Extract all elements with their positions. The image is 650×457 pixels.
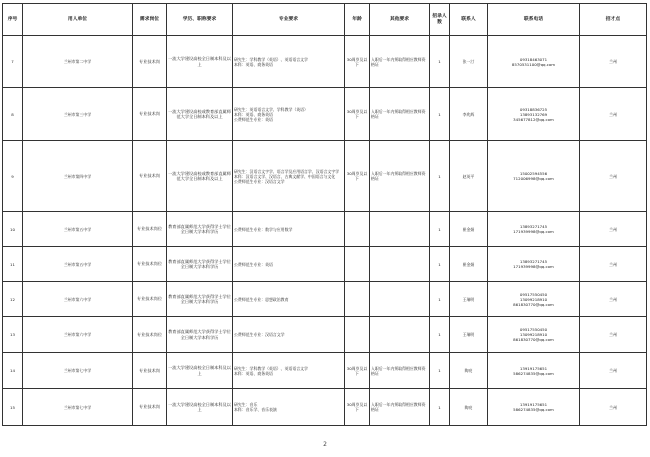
age-cell: 30周岁及以下: [345, 36, 370, 88]
major-cell-line: 本科：英语、商务英语: [234, 61, 273, 67]
phone-cell: [488, 353, 580, 389]
major-cell-line: 公费师范生专业：数学与应用数学: [234, 226, 293, 232]
table-row: [3, 282, 647, 317]
phone-cell-line: 13919175651: [519, 402, 548, 407]
seq-cell: 10: [3, 212, 23, 247]
age-cell: 30周岁及以下: [345, 353, 370, 389]
phone-cell: [488, 247, 580, 282]
major-cell-line: 公费师范生专业：英语: [234, 261, 273, 267]
header-row: [3, 4, 647, 36]
phone-cell: [488, 212, 580, 247]
phone-cell: [488, 389, 580, 426]
major-cell: [233, 88, 345, 141]
phone-cell: [488, 282, 580, 317]
header-edu: 学历、职称要求: [167, 4, 233, 36]
seq-cell: 14: [3, 353, 23, 389]
header-site: 招才点: [580, 4, 647, 36]
age-cell: [345, 212, 370, 247]
phone-cell-line: 586274835@qq.com: [513, 370, 554, 376]
post-cell: 专业技术岗: [133, 88, 167, 141]
site-cell: 兰州: [580, 353, 647, 389]
phone-cell-line: 09517550450: [519, 291, 548, 297]
phone-cell-line: 586274835@qq.com: [513, 407, 554, 412]
count-cell: 1: [430, 141, 450, 212]
age-cell: [345, 282, 370, 317]
post-cell: 专业技术岗: [133, 141, 167, 212]
phone-cell-line: 345677812@qq.com: [513, 116, 554, 122]
count-cell: 1: [430, 212, 450, 247]
unit-cell: 兰州市第七中学: [23, 353, 133, 389]
site-cell: 兰州: [580, 88, 647, 141]
count-cell: 1: [430, 247, 450, 282]
table-row: [3, 36, 647, 88]
major-cell: [233, 389, 345, 426]
site-cell: 兰州: [580, 212, 647, 247]
major-cell-line: 本科：汉语言文学、汉语言、古典文献学、中国语言与文化: [234, 173, 336, 179]
major-cell-line: 本科：英语、商务英语: [234, 370, 273, 376]
page-number: 2: [323, 441, 327, 448]
post-cell: 专业技术岗位: [133, 212, 167, 247]
seq-cell: 8: [3, 88, 23, 141]
contact-cell: 李兆辉: [450, 88, 488, 141]
age-cell: [345, 247, 370, 282]
phone-cell-line: 861830770@qq.com: [513, 301, 554, 307]
count-cell: 1: [430, 389, 450, 426]
unit-cell: 兰州市第二中学: [23, 36, 133, 88]
edu-cell: 教育部直属师范大学获得学士学位全日制大学本科学历: [167, 282, 233, 317]
seq-cell: 11: [3, 247, 23, 282]
phone-cell-line: 09318836725: [519, 106, 548, 112]
contact-cell: 崔金娟: [450, 247, 488, 282]
other-cell: 入职后一年内须取得相应教师资格证: [370, 36, 430, 88]
age-cell: 30周岁及以下: [345, 88, 370, 141]
other-cell: 入职后一年内须取得相应教师资格证: [370, 88, 430, 141]
header-post: 需求岗位: [133, 4, 167, 36]
contact-cell: 崔金娟: [450, 212, 488, 247]
major-cell: [233, 353, 345, 389]
major-cell: [233, 247, 345, 282]
contact-cell: 陶亮: [450, 389, 488, 426]
contact-cell: 张一汀: [450, 36, 488, 88]
other-cell: 入职后一年内须取得相应教师资格证: [370, 389, 430, 426]
contact-cell: 赵英平: [450, 141, 488, 212]
phone-cell-line: 13919175651: [519, 365, 548, 371]
major-cell-line: 研究生：汉语言文字学、语言学及应用语言学、汉语言文字学: [234, 168, 340, 174]
count-cell: 1: [430, 353, 450, 389]
contact-cell: 王瑞明: [450, 317, 488, 353]
recruitment-table: [2, 3, 647, 426]
site-cell: 兰州: [580, 282, 647, 317]
post-cell: 专业技术岗: [133, 36, 167, 88]
table-row: [3, 353, 647, 389]
header-other: 其他要求: [370, 4, 430, 36]
major-cell-line: 研究生：音乐: [234, 402, 258, 407]
other-cell: [370, 247, 430, 282]
edu-cell: 教育部直属师范大学获得学士学位全日制大学本科学历: [167, 317, 233, 353]
contact-cell: 王瑞明: [450, 282, 488, 317]
header-major: 专业要求: [233, 4, 345, 36]
phone-cell-line: 171939998@qq.com: [513, 229, 554, 234]
major-cell-line: 研究生：学科教学（英语）、英语语言文学: [234, 365, 308, 371]
table-row: [3, 317, 647, 353]
header-phone: 联系电话: [488, 4, 580, 36]
post-cell: 专业技术岗位: [133, 282, 167, 317]
age-cell: 30周岁及以下: [345, 141, 370, 212]
count-cell: 1: [430, 282, 450, 317]
seq-cell: 9: [3, 141, 23, 212]
other-cell: 入职后一年内须取得相应教师资格证: [370, 353, 430, 389]
contact-cell: 陶亮: [450, 353, 488, 389]
phone-cell-line: 13893271745: [519, 259, 548, 264]
major-cell-line: 公费师范生专业：汉语言文学: [234, 178, 285, 184]
site-cell: 兰州: [580, 141, 647, 212]
unit-cell: 兰州市第三中学: [23, 88, 133, 141]
phone-cell: [488, 88, 580, 141]
table-body: [3, 36, 647, 426]
post-cell: 专业技术岗: [133, 353, 167, 389]
unit-cell: 兰州市第五中学: [23, 247, 133, 282]
phone-cell-line: 09517550450: [519, 327, 548, 332]
major-cell: [233, 141, 345, 212]
header-unit: 用人单位: [23, 4, 133, 36]
phone-cell-line: 13099218910: [519, 296, 548, 302]
major-cell-line: 公费师范生专业：汉语言文学: [234, 332, 285, 337]
phone-cell-line: 13893271745: [519, 224, 548, 229]
seq-cell: 12: [3, 282, 23, 317]
major-cell-line: 研究生：英语语言文学、学科教学（英语）: [234, 106, 308, 112]
phone-cell-line: 171939998@qq.com: [513, 264, 554, 269]
table-row: [3, 212, 647, 247]
site-cell: 兰州: [580, 247, 647, 282]
age-cell: 30周岁及以下: [345, 389, 370, 426]
other-cell: 入职后一年内须取得相应教师资格证: [370, 141, 430, 212]
phone-cell-line: 15002594556: [519, 171, 548, 176]
edu-cell: 一流大学建设高校或教育部直属师范大学全日制本科及以上: [167, 141, 233, 212]
header-seq: 序号: [3, 4, 23, 36]
major-cell-line: 本科：英语、商务英语: [234, 111, 273, 117]
header-age: 年龄: [345, 4, 370, 36]
edu-cell: 一流大学建设高校或教育部直属师范大学全日制本科及以上: [167, 88, 233, 141]
major-cell-line: 公费师范生专业：思想政治教育: [234, 296, 289, 302]
site-cell: 兰州: [580, 389, 647, 426]
major-cell: [233, 212, 345, 247]
unit-cell: 兰州市第六中学: [23, 282, 133, 317]
phone-cell-line: 13893132769: [519, 111, 548, 117]
phone-cell: [488, 141, 580, 212]
age-cell: [345, 317, 370, 353]
major-cell: [233, 36, 345, 88]
unit-cell: 兰州市第六中学: [23, 317, 133, 353]
table-row: [3, 247, 647, 282]
count-cell: 1: [430, 88, 450, 141]
major-cell-line: 本科：音乐学、音乐表演: [234, 407, 277, 412]
table-row: [3, 88, 647, 141]
header-contact: 联系人: [450, 4, 488, 36]
phone-cell: [488, 36, 580, 88]
seq-cell: 13: [3, 317, 23, 353]
major-cell-line: 研究生：学科教学（英语）、英语语言文学: [234, 56, 308, 62]
count-cell: 1: [430, 36, 450, 88]
phone-cell-line: 8570531100@qq.com: [511, 61, 556, 67]
site-cell: 兰州: [580, 317, 647, 353]
phone-cell-line: 09318463071: [519, 56, 548, 62]
header-count: 招录人数: [430, 4, 450, 36]
major-cell-line: 公费师范生专业：英语: [234, 116, 273, 122]
other-cell: [370, 317, 430, 353]
unit-cell: 兰州市第五中学: [23, 212, 133, 247]
edu-cell: 教育部直属师范大学获得学士学位全日制大学本科学历: [167, 212, 233, 247]
seq-cell: 7: [3, 36, 23, 88]
phone-cell-line: 861830770@qq.com: [513, 337, 554, 342]
post-cell: 专业技术岗: [133, 389, 167, 426]
unit-cell: 兰州市第四中学: [23, 141, 133, 212]
post-cell: 专业技术岗位: [133, 247, 167, 282]
phone-cell-line: 13099218910: [519, 332, 548, 337]
edu-cell: 一流大学建设高校全日制本科及以上: [167, 36, 233, 88]
other-cell: [370, 212, 430, 247]
table-row: [3, 141, 647, 212]
site-cell: 兰州: [580, 36, 647, 88]
table-row: [3, 389, 647, 426]
edu-cell: 一流大学建设高校全日制本科及以上: [167, 353, 233, 389]
edu-cell: 一流大学建设高校全日制本科及以上: [167, 389, 233, 426]
major-cell: [233, 282, 345, 317]
count-cell: 1: [430, 317, 450, 353]
major-cell: [233, 317, 345, 353]
unit-cell: 兰州市第七中学: [23, 389, 133, 426]
seq-cell: 15: [3, 389, 23, 426]
phone-cell: [488, 317, 580, 353]
post-cell: 专业技术岗位: [133, 317, 167, 353]
edu-cell: 教育部直属师范大学获得学士学位全日制大学本科学历: [167, 247, 233, 282]
other-cell: [370, 282, 430, 317]
phone-cell-line: 712006998@qq.com: [513, 176, 554, 181]
